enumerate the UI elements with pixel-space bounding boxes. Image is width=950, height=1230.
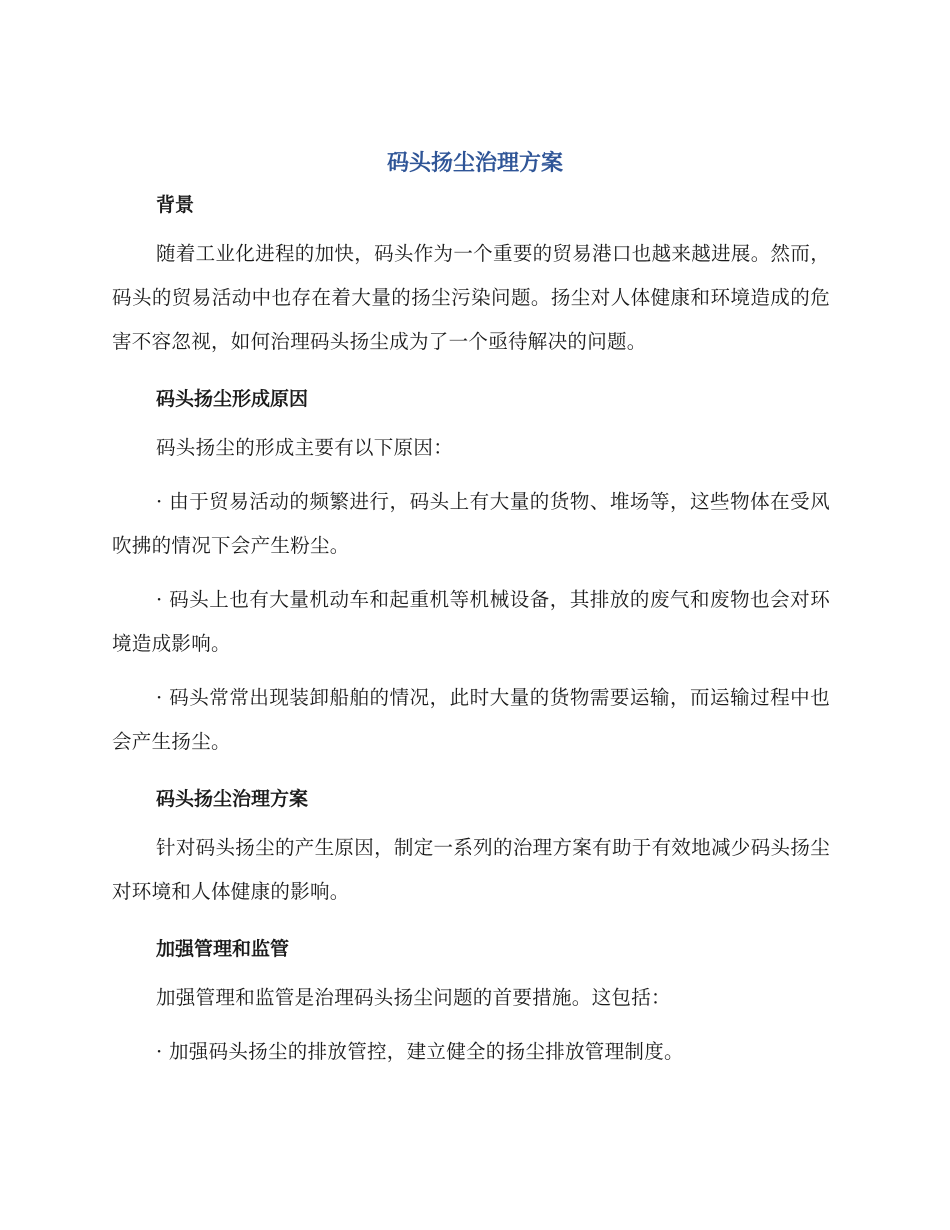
heading-background: 背景 <box>156 194 195 216</box>
heading-causes: 码头扬尘形成原因 <box>156 388 309 410</box>
list-item-management-1: · 加强码头扬尘的排放管控，建立健全的扬尘排放管理制度。 <box>156 1040 684 1063</box>
paragraph-management-intro: 加强管理和监管是治理码头扬尘问题的首要措施。这包括： <box>156 986 671 1009</box>
paragraph-background: 随着工业化进程的加快，码头作为一个重要的贸易港口也越来越进展。然而，码头的贸易活动中也存在着大量的扬尘污染问题。扬尘对人体健康和环境造成的危害不容忽视，如何治理码头扬尘成为了一个亟待解决的问题。 <box>112 242 830 353</box>
document-title: 码头扬尘治理方案 <box>386 151 563 176</box>
paragraph-plan: 针对码头扬尘的产生原因，制定一系列的治理方案有助于有效地减少码头扬尘对环境和人体健康的影响。 <box>112 836 830 903</box>
list-item-cause-1: · 由于贸易活动的频繁进行，码头上有大量的货物、堆场等，这些物体在受风吹拂的情况下会产生粉尘。 <box>112 490 830 557</box>
heading-management: 加强管理和监管 <box>156 938 290 960</box>
heading-plan: 码头扬尘治理方案 <box>156 788 309 810</box>
list-item-cause-2: · 码头上也有大量机动车和起重机等机械设备，其排放的废气和废物也会对环境造成影响。 <box>112 588 830 655</box>
paragraph-causes-intro: 码头扬尘的形成主要有以下原因： <box>156 436 454 459</box>
list-item-cause-3: · 码头常常出现装卸船舶的情况，此时大量的货物需要运输，而运输过程中也会产生扬尘。 <box>112 686 830 753</box>
document-body <box>112 188 830 1074</box>
